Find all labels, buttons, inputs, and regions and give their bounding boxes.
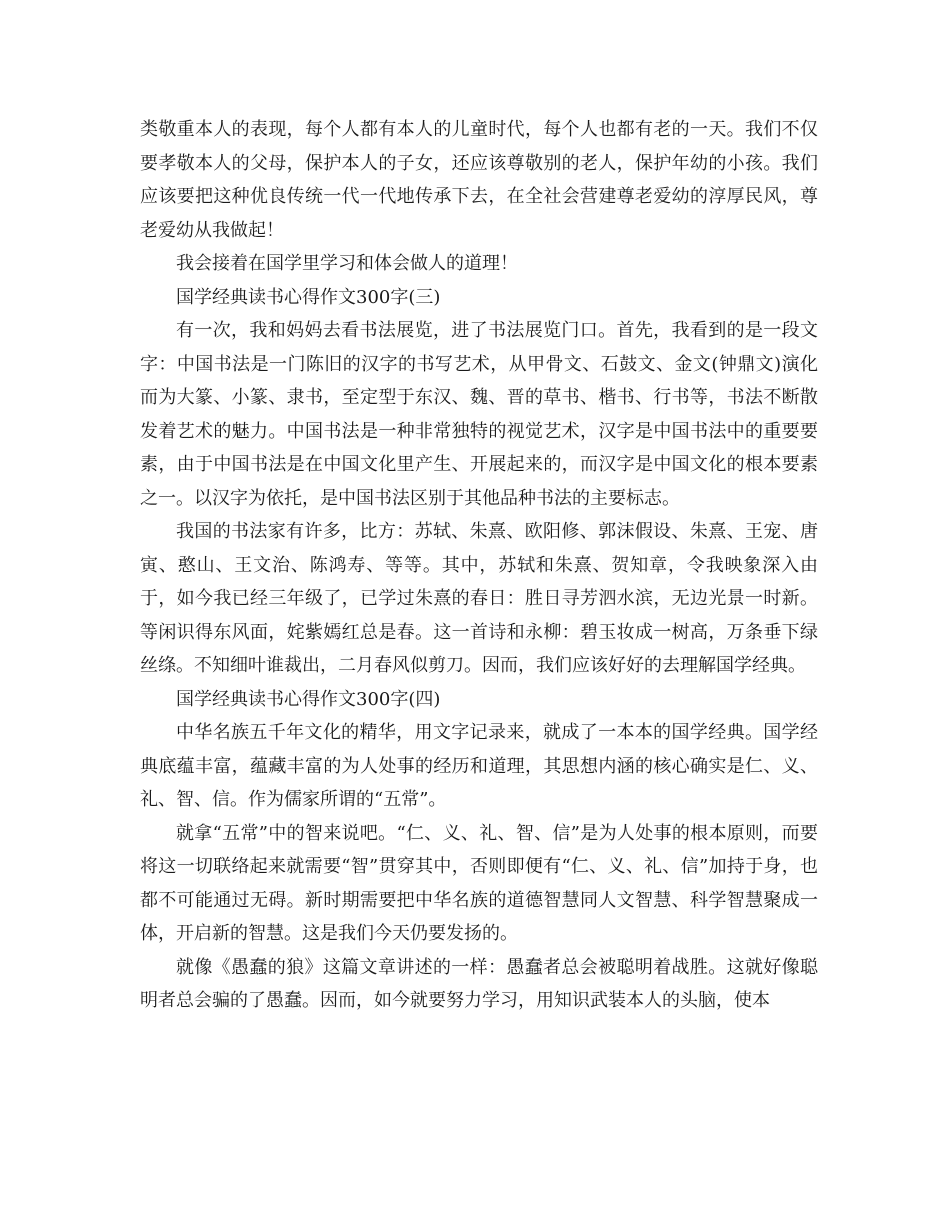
paragraph-7: 中华名族五千年文化的精华，用文字记录来，就成了一本本的国学经典。国学经典底蕴丰富，蕴藏丰富的为人处事的经历和道理，其思想内涵的核心确实是仁、义、礼、智、信。作为儒家所谓的“五常”。 — [140, 722, 818, 810]
paragraph-9: 就像《愚蠢的狼》这篇文章讲述的一样：愚蠢者总会被聪明着战胜。这就好像聪明者总会骗的了愚蠢。因而，如今就要努力学习，用知识武装本人的头脑，使本 — [140, 956, 818, 1011]
paragraph-8: 就拿“五常”中的智来说吧。“仁、义、礼、智、信”是为人处事的根本原则，而要将这一切联络起来就需要“智”贯穿其中，否则即便有“仁、义、礼、信”加持于身，也都不可能通过无碍。新时期需要把中华名族的道德智慧同人文智慧、科学智慧聚成一体，开启新的智慧。这是我们今天仍要发扬的。 — [140, 822, 818, 944]
section-heading-3: 国学经典读书心得作文300字(三) — [176, 286, 441, 308]
document-body — [140, 113, 818, 1018]
paragraph-1: 类敬重本人的表现，每个人都有本人的儿童时代，每个人也都有老的一天。我们不仅要孝敬本人的父母，保护本人的子女，还应该尊敬别的老人，保护年幼的小孩。我们应该要把这种优良传统一代一代地传承下去，在全社会营建尊老爱幼的淳厚民风，尊老爱幼从我做起！ — [140, 119, 818, 241]
paragraph-5: 我国的书法家有许多，比方：苏轼、朱熹、欧阳修、郭沫假设、朱熹、王宠、唐寅、憨山、王文治、陈鸿寿、等等。其中，苏轼和朱熹、贺知章，令我映象深入由于，如今我已经三年级了，已学过朱熹的春日：胜日寻芳泗水滨，无边光景一时新。等闲识得东风面，姹紫嫣红总是春。这一首诗和永柳：碧玉妆成一树高，万条垂下绿丝绦。不知细叶谁裁出，二月春风似剪刀。因而，我们应该好好的去理解国学经典。 — [140, 521, 818, 676]
paragraph-4: 有一次，我和妈妈去看书法展览，进了书法展览门口。首先，我看到的是一段文字：中国书法是一门陈旧的汉字的书写艺术，从甲骨文、石鼓文、金文(钟鼎文)演化而为大篆、小篆、隶书，至定型于东汉、魏、晋的草书、楷书、行书等，书法不断散发着艺术的魅力。中国书法是一种非常独特的视觉艺术，汉字是中国书法中的重要要素，由于中国书法是在中国文化里产生、开展起来的，而汉字是中国文化的根本要素之一。以汉字为依托，是中国书法区别于其他品种书法的主要标志。 — [140, 320, 818, 509]
paragraph-2: 我会接着在国学里学习和体会做人的道理！ — [176, 253, 518, 274]
section-heading-4: 国学经典读书心得作文300字(四) — [176, 688, 441, 710]
